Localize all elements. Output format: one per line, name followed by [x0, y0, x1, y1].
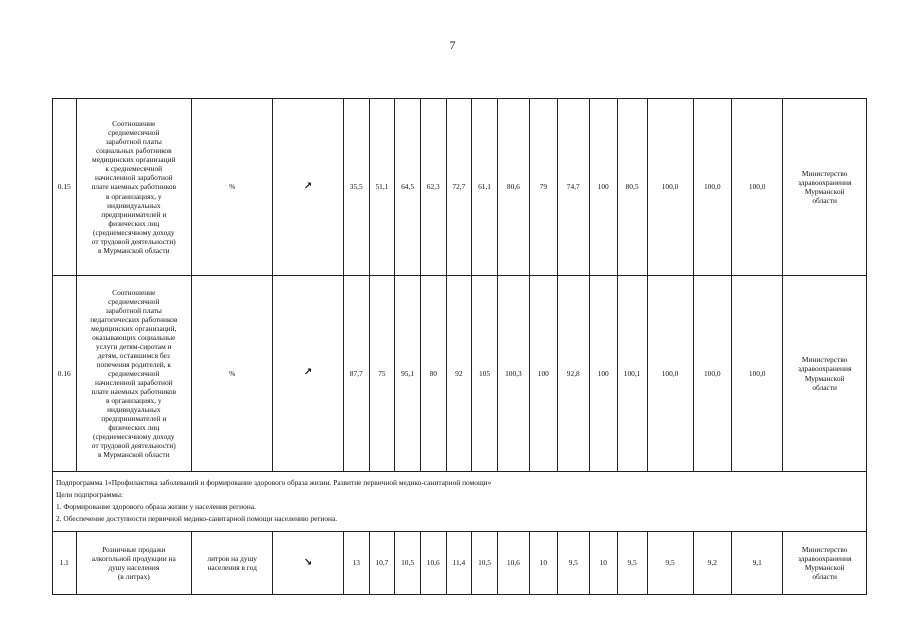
value-cell: 9,5	[647, 532, 693, 595]
indicator-name: Розничные продажи алкогольной продукции на душу населения (в литрах)	[76, 532, 192, 595]
row-number: 0.16	[53, 276, 77, 472]
value-cell: 100,0	[647, 99, 693, 276]
value-cell: 10,7	[369, 532, 395, 595]
indicator-name: Соотношение среднемесячной заработной платы социальных работников медицинских организаций к среднемесячной начисленной заработной плате наемных работников в организациях, у индивидуальных предпринимателей и физических лиц (среднемесячному доходу от трудовой деятельности) в Мурманской области	[76, 99, 192, 276]
value-cell: 100,0	[693, 99, 732, 276]
value-cell: 79	[529, 99, 557, 276]
value-cell: 10	[529, 532, 557, 595]
value-cell: 92,8	[557, 276, 589, 472]
value-cell: 10,6	[497, 532, 529, 595]
value-cell: 100	[529, 276, 557, 472]
row-number: 1.1	[53, 532, 77, 595]
responsible-org: Министерство здравоохранения Мурманской области	[783, 532, 867, 595]
value-cell: 9,5	[557, 532, 589, 595]
value-cell: 9,1	[732, 532, 783, 595]
value-cell: 51,1	[369, 99, 395, 276]
value-cell: 10,6	[420, 532, 446, 595]
responsible-org: Министерство здравоохранения Мурманской области	[783, 99, 867, 276]
value-cell: 61,1	[472, 99, 498, 276]
value-cell: 11,4	[446, 532, 472, 595]
subprogram-goal: 2. Обеспечение доступности первичной медико-санитарной помощи населению региона.	[56, 514, 338, 523]
value-cell: 80,5	[617, 99, 647, 276]
unit-cell: %	[192, 99, 273, 276]
value-cell: 72,7	[446, 99, 472, 276]
page-number: 7	[449, 38, 456, 52]
value-cell: 62,3	[420, 99, 446, 276]
value-cell: 105	[472, 276, 498, 472]
value-cell: 100,3	[497, 276, 529, 472]
value-cell: 100,0	[732, 99, 783, 276]
value-cell: 100	[589, 99, 617, 276]
value-cell: 10,5	[395, 532, 421, 595]
trend-down-icon: ↘	[273, 532, 344, 595]
value-cell: 100,0	[647, 276, 693, 472]
indicators-table	[52, 98, 867, 595]
value-cell: 80,6	[497, 99, 529, 276]
value-cell: 10,5	[472, 532, 498, 595]
subprogram-title: Подпрограмма 1«Профилактика заболеваний и формирование здорового образа жизни. Развитие первичной медико-санитарной помощи»	[56, 478, 492, 487]
subprogram-row	[53, 472, 867, 532]
subprogram-block	[53, 472, 867, 532]
value-cell: 87,7	[343, 276, 369, 472]
value-cell: 100	[589, 276, 617, 472]
table-row	[53, 276, 867, 472]
value-cell: 95,1	[395, 276, 421, 472]
responsible-org: Министерство здравоохранения Мурманской области	[783, 276, 867, 472]
value-cell: 80	[420, 276, 446, 472]
value-cell: 92	[446, 276, 472, 472]
trend-up-icon: ↗	[273, 99, 344, 276]
value-cell: 100,0	[693, 276, 732, 472]
value-cell: 64,5	[395, 99, 421, 276]
unit-cell: литров на душу населения в год	[192, 532, 273, 595]
trend-up-icon: ↗	[273, 276, 344, 472]
row-number: 0.15	[53, 99, 77, 276]
indicator-name: Соотношение среднемесячной заработной платы педагогических работников медицинских организаций, оказывающих социальные услуги детям-сиротам и детям, оставшимся без попечения родителей, к среднемесячной начисленной заработной плате наемных работников в организациях, у индивидуальных предпринимателей и физических лиц (среднемесячному доходу от трудовой деятельности) в Мурманской области	[76, 276, 192, 472]
value-cell: 100,0	[732, 276, 783, 472]
value-cell: 35,5	[343, 99, 369, 276]
table-row	[53, 532, 867, 595]
value-cell: 9,2	[693, 532, 732, 595]
value-cell: 100,1	[617, 276, 647, 472]
value-cell: 10	[589, 532, 617, 595]
value-cell: 9,5	[617, 532, 647, 595]
value-cell: 13	[343, 532, 369, 595]
table-row	[53, 99, 867, 276]
subprogram-goal: 1. Формирование здорового образа жизни у населения региона.	[56, 502, 256, 511]
value-cell: 75	[369, 276, 395, 472]
value-cell: 74,7	[557, 99, 589, 276]
unit-cell: %	[192, 276, 273, 472]
subprogram-goals-label: Цели подпрограммы:	[56, 490, 124, 499]
